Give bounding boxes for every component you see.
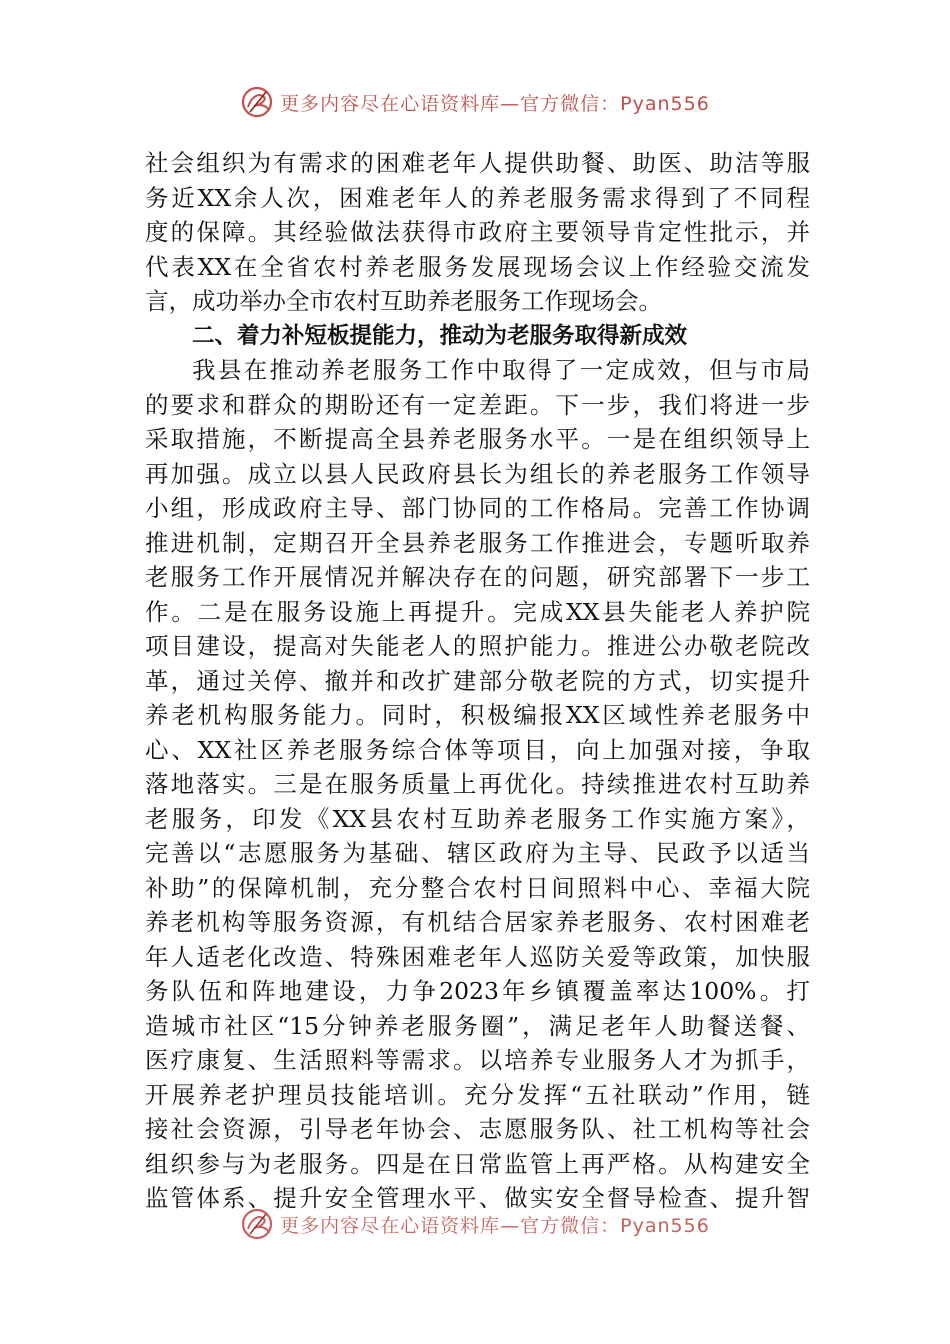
text-line: 组织参与为老服务。四是在日常监管上再严格。从构建安全 xyxy=(145,1149,810,1178)
document-body xyxy=(145,146,810,1218)
signature-logo-icon xyxy=(240,1207,274,1241)
text-line: 项目建设，提高对失能老人的照护能力。推进公办敬老院改 xyxy=(145,632,810,660)
text-line: 采取措施，不断提高全县养老服务水平。一是在组织领导上 xyxy=(145,425,810,453)
text-line: 推进机制，定期召开全县养老服务工作推进会，专题听取养 xyxy=(145,528,810,557)
text-line: 医疗康复、生活照料等需求。以培养专业服务人才为抓手， xyxy=(145,1046,810,1074)
paragraph-1 xyxy=(145,146,810,319)
text-line: 年人适老化改造、特殊困难老年人巡防关爱等政策，加快服 xyxy=(145,942,810,971)
text-line: 革，通过关停、撤并和改扩建部分敬老院的方式，切实提升 xyxy=(145,666,810,695)
text-line: 老服务工作开展情况并解决存在的问题，研究部署下一步工 xyxy=(145,563,810,591)
section-heading: 二、着力补短板提能力，推动为老服务取得新成效 xyxy=(192,322,688,349)
header-watermark-text: 更多内容尽在心语资料库—官方微信：Pyan556 xyxy=(280,92,710,115)
paragraph-2 xyxy=(145,353,810,1216)
text-line: 老服务，印发《XX县农村互助养老服务工作实施方案》， xyxy=(145,804,810,833)
text-line: 社会组织为有需求的困难老年人提供助餐、助医、助洁等服 xyxy=(145,149,810,177)
text-line: 作。二是在服务设施上再提升。完成XX县失能老人养护院 xyxy=(145,597,810,626)
footer-watermark-text: 更多内容尽在心语资料库—官方微信：Pyan556 xyxy=(280,1214,710,1237)
text-line: 完善以“志愿服务为基础、辖区政府为主导、民政予以适当 xyxy=(145,839,810,867)
text-line: 小组，形成政府主导、部门协同的工作格局。完善工作协调 xyxy=(145,494,810,522)
text-line: 补助”的保障机制，充分整合农村日间照料中心、幸福大院 xyxy=(145,873,810,902)
text-line: 养老机构服务能力。同时，积极编报XX区域性养老服务中 xyxy=(145,701,810,729)
text-line: 务队伍和阵地建设，力争2023年乡镇覆盖率达100%。打 xyxy=(145,977,810,1005)
text-line: 言，成功举办全市农村互助养老服务工作现场会。 xyxy=(145,287,662,315)
text-line: 度的保障。其经验做法获得市政府主要领导肯定性批示，并 xyxy=(145,218,810,246)
text-line: 代表XX在全省农村养老服务发展现场会议上作经验交流发 xyxy=(145,252,810,281)
text-line: 监管体系、提升安全管理水平、做实安全督导检查、提升智 xyxy=(145,1184,810,1212)
text-line: 养老机构等服务资源，有机结合居家养老服务、农村困难老 xyxy=(145,908,810,936)
text-line: 我县在推动养老服务工作中取得了一定成效，但与市局 xyxy=(192,356,810,384)
text-line: 务近XX余人次，困难老年人的养老服务需求得到了不同程 xyxy=(145,183,810,212)
text-line: 接社会资源，引导老年协会、志愿服务队、社工机构等社会 xyxy=(145,1115,810,1143)
text-line: 落地落实。三是在服务质量上再优化。持续推进农村互助养 xyxy=(145,770,810,798)
text-line: 开展养老护理员技能培训。充分发挥“五社联动”作用，链 xyxy=(145,1080,810,1109)
text-line: 造城市社区“15分钟养老服务圈”，满足老年人助餐送餐、 xyxy=(145,1011,810,1040)
signature-logo-icon xyxy=(240,85,274,119)
footer-watermark xyxy=(0,1204,950,1244)
text-line: 的要求和群众的期盼还有一定差距。下一步，我们将进一步 xyxy=(145,390,810,419)
text-line: 心、XX社区养老服务综合体等项目，向上加强对接，争取 xyxy=(145,735,810,764)
header-watermark xyxy=(0,82,950,122)
text-line: 再加强。成立以县人民政府县长为组长的养老服务工作领导 xyxy=(145,459,810,488)
